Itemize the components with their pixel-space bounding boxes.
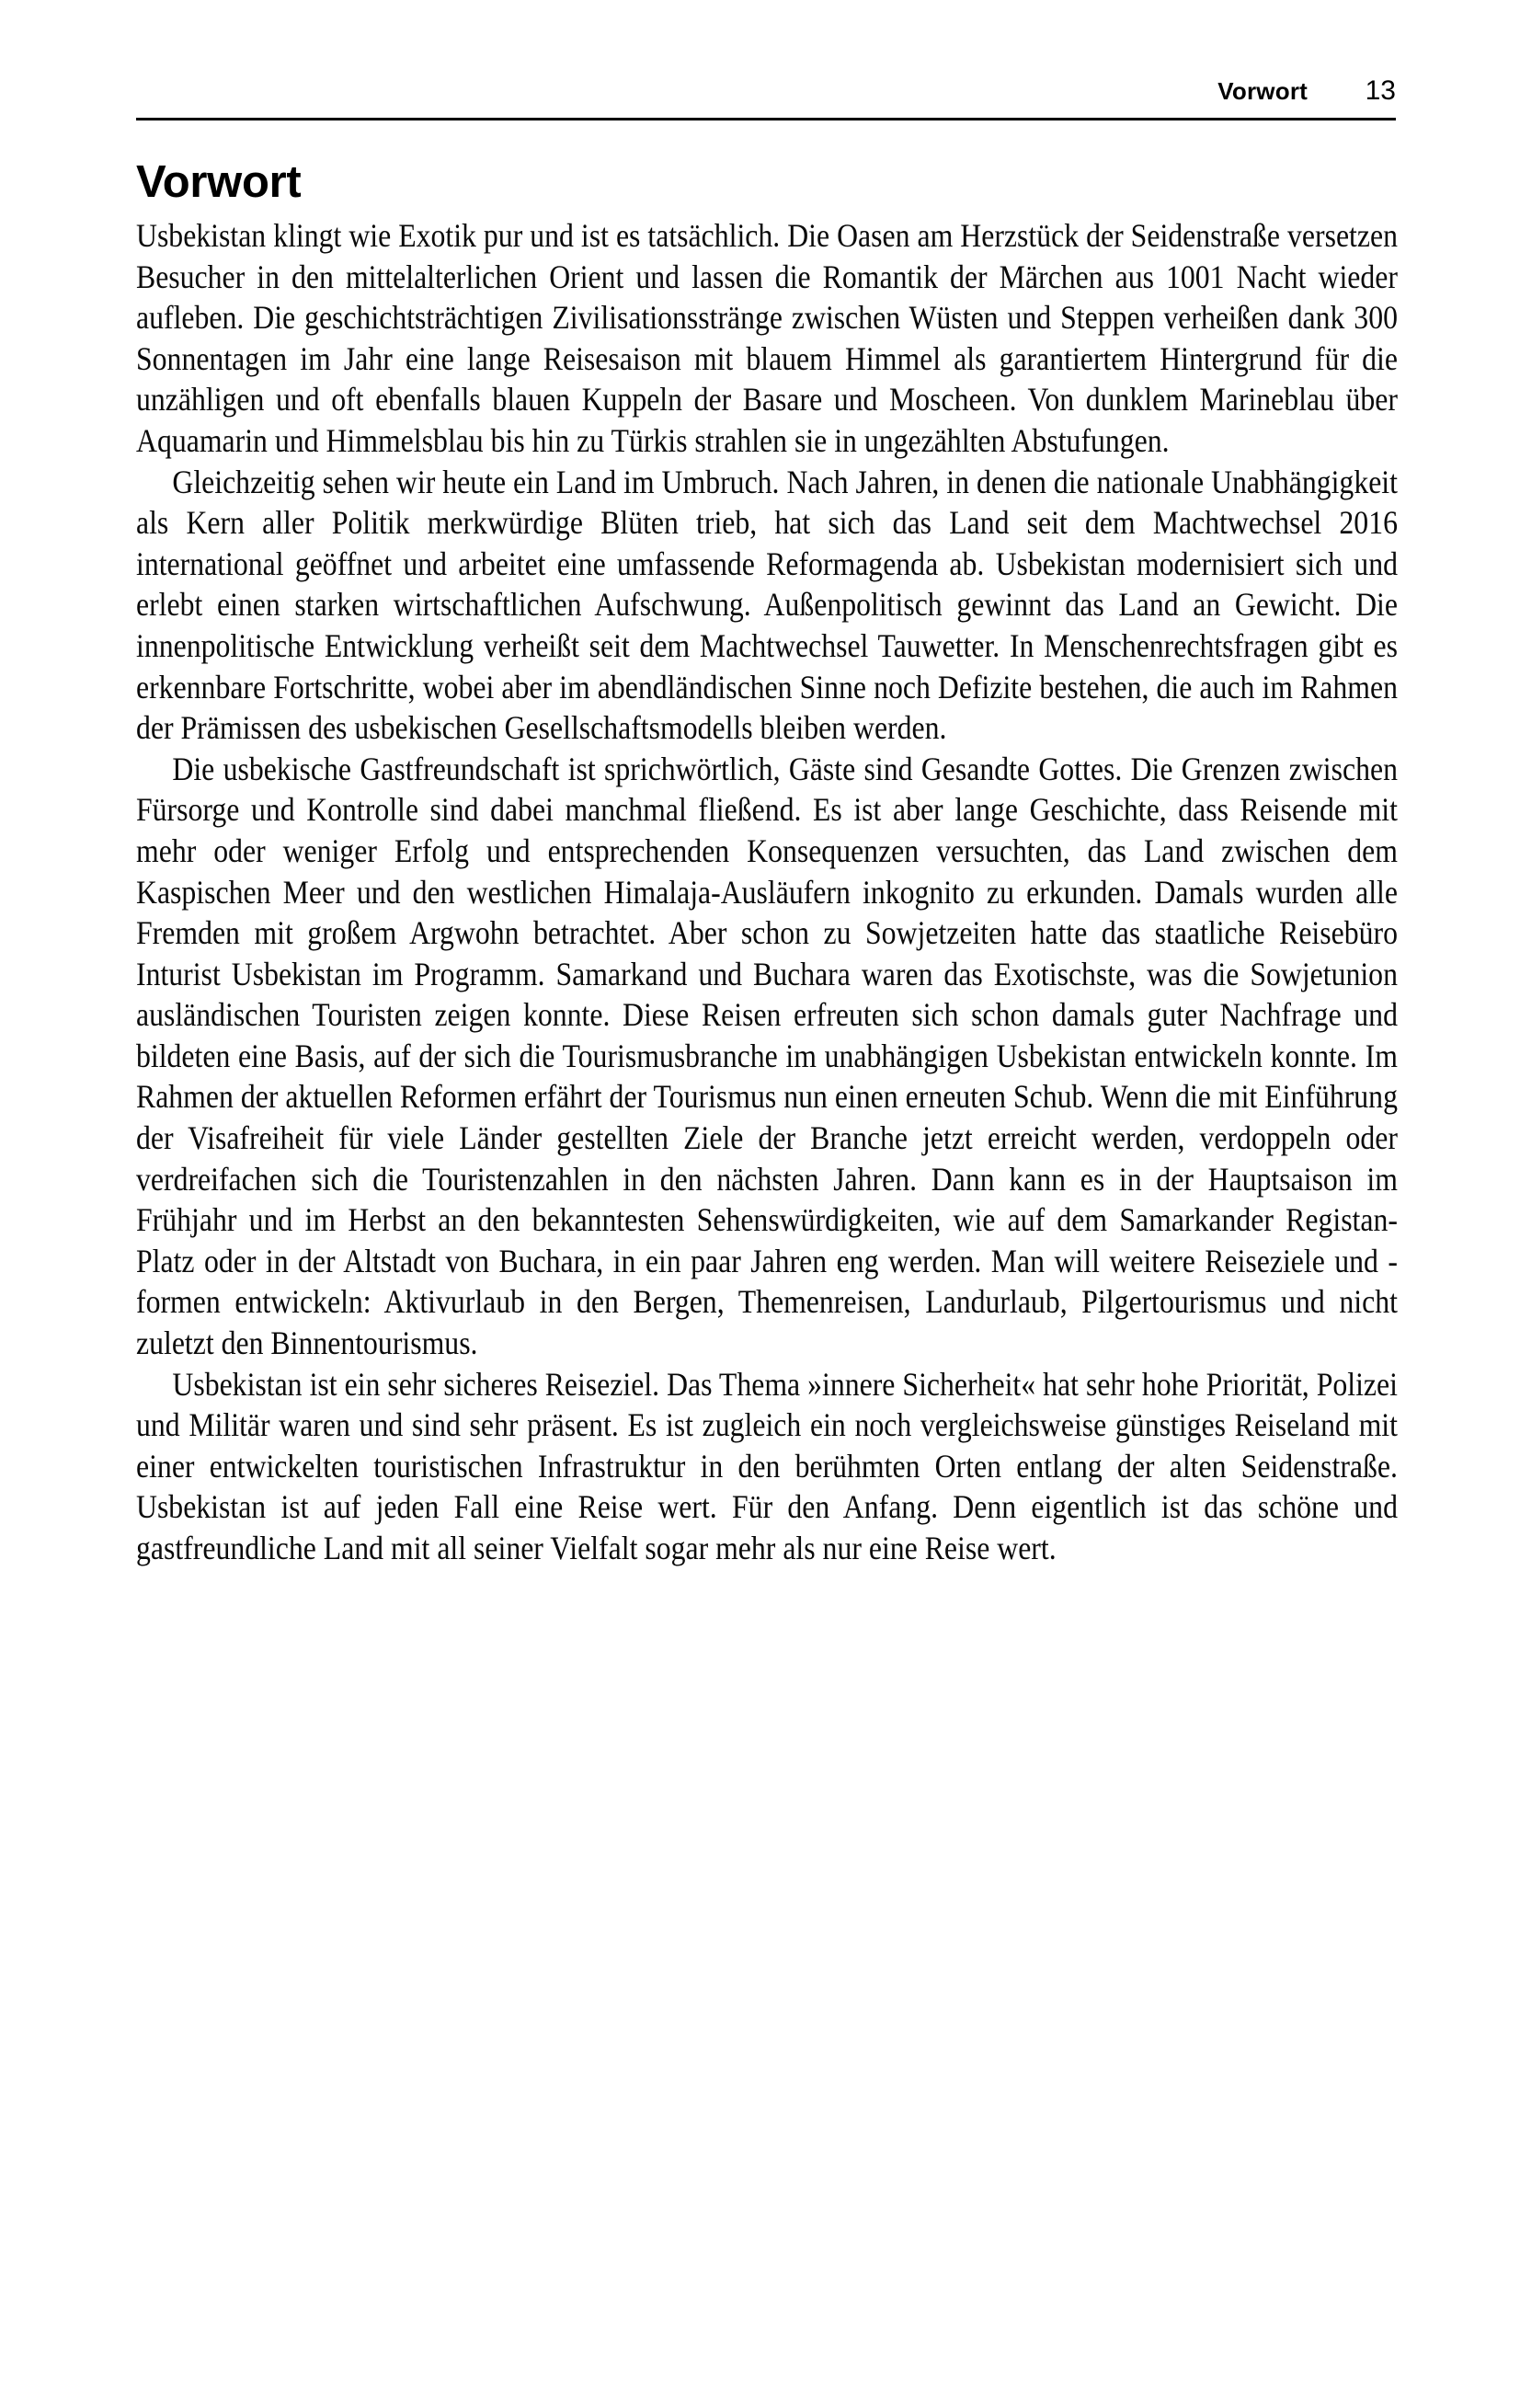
body-text-block	[136, 215, 1398, 1569]
running-header	[136, 63, 1396, 105]
paragraph-3: Die usbekische Gastfreundschaft ist sprichwörtlich, Gäste sind Gesandte Gottes. Die Grenzen zwischen Fürsorge und Kontrolle sind dabei manchmal fließend. Es ist aber lange Geschichte, dass Reisende mit mehr oder weniger Erfolg und entsprechenden Konsequenzen versuchten, das Land zwischen dem Kaspischen Meer und den westlichen Himalaja-Ausläufern inkognito zu erkunden. Damals wurden alle Fremden mit großem Argwohn betrachtet. Aber schon zu Sowjetzeiten hatte das staatliche Reisebüro Inturist Usbekistan im Programm. Samarkand und Buchara waren das Exotischste, was die Sowjetunion ausländischen Touristen zeigen konnte. Diese Reisen erfreuten sich schon damals guter Nachfrage und bildeten eine Basis, auf der sich die Tourismusbranche im unabhängigen Usbekistan entwickeln konnte. Im Rahmen der aktuellen Reformen erfährt der Tourismus nun einen erneuten Schub. Wenn die mit Einführung der Visafreiheit für viele Länder gestellten Ziele der Branche jetzt erreicht werden, verdoppeln oder verdreifachen sich die Touristenzahlen in den nächsten Jahren. Dann kann es in der Hauptsaison im Frühjahr und im Herbst an den bekanntesten Sehenswürdigkeiten, wie auf dem Samarkander Registan-Platz oder in der Altstadt von Buchara, in ein paar Jahren eng werden. Man will weitere Reiseziele und -formen entwickeln: Aktivurlaub in den Bergen, Themenreisen, Landurlaub, Pilgertourismus und nicht zuletzt den Binnentourismus.	[136, 750, 1398, 1362]
header-rule-divider	[136, 118, 1396, 120]
paragraph-4: Usbekistan ist ein sehr sicheres Reiseziel. Das Thema »innere Sicherheit« hat sehr hohe Priorität, Polizei und Militär waren und sind sehr präsent. Es ist zugleich ein noch vergleichsweise günstiges Reiseland mit einer entwickelten touristischen Infrastruktur in den berühmten Orten entlang der alten Seidenstraße. Usbekistan ist auf jeden Fall eine Reise wert. Für den Anfang. Denn eigentlich ist das schöne und gastfreundliche Land mit all seiner Vielfalt sogar mehr als nur eine Reise wert.	[136, 1365, 1398, 1566]
paragraph-1: Usbekistan klingt wie Exotik pur und ist es tatsächlich. Die Oasen am Herzstück der Seidenstraße versetzen Besucher in den mittelalterlichen Orient und lassen die Romantik der Märchen aus 1001 Nacht wieder aufleben. Die geschichtsträchtigen Zivilisationsstränge zwischen Wüsten und Steppen verheißen dank 300 Sonnentagen im Jahr eine lange Reisesaison mit blauem Himmel als garantiertem Hintergrund für die unzähligen und oft ebenfalls blauen Kuppeln der Basare und Moscheen. Von dunklem Marineblau über Aquamarin und Himmelsblau bis hin zu Türkis strahlen sie in ungezählten Abstufungen.	[136, 217, 1398, 459]
page-number: 13	[1365, 75, 1396, 106]
running-header-title: Vorwort	[1217, 77, 1308, 105]
page-title: Vorwort	[136, 156, 302, 207]
paragraph-2: Gleichzeitig sehen wir heute ein Land im Umbruch. Nach Jahren, in denen die nationale Unabhängigkeit als Kern aller Politik merkwürdige Blüten trieb, hat sich das Land seit dem Machtwechsel 2016 international geöffnet und arbeitet eine umfassende Reformagenda ab. Usbekistan modernisiert sich und erlebt einen starken wirtschaftlichen Aufschwung. Außenpolitisch gewinnt das Land an Gewicht. Die innenpolitische Entwicklung verheißt seit dem Machtwechsel Tauwetter. In Menschenrechtsfragen gibt es erkennbare Fortschritte, wobei aber im abendländischen Sinne noch Defizite bestehen, die auch im Rahmen der Prämissen des usbekischen Gesellschaftsmodells bleiben werden.	[136, 463, 1398, 747]
